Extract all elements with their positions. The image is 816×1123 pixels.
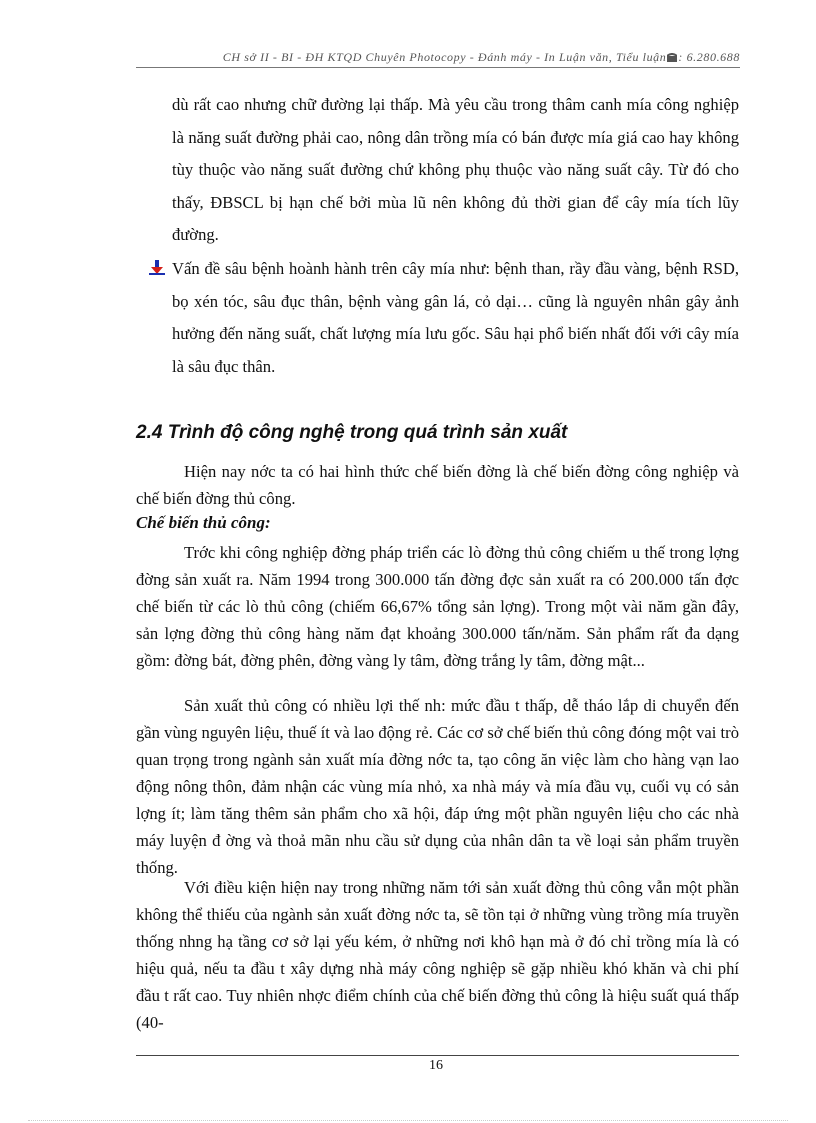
page-header (136, 50, 740, 68)
header-phone: : 6.280.688 (678, 50, 740, 64)
arrow-bullet-icon (149, 260, 165, 276)
section-heading: 2.4 Trình độ công nghệ trong quá trình sản xuất (136, 422, 568, 443)
paragraph-intro: dù rất cao nhưng chữ đường lại thấp. Mà yêu cầu trong thâm canh mía công nghiệp là năng suất đường phải cao, nông dân trồng mía có bán được mía giá cao hay không tùy thuộc vào năng suất đường chứ không phụ thuộc vào năng suất cây. Từ đó cho thấy, ĐBSCL bị hạn chế bởi mùa lũ nên không đủ thời gian để cây mía tích lũy đường. (172, 95, 739, 244)
header-text: CH sở II - BI - ĐH KTQD Chuyên Photocopy - Đánh máy - In Luận văn, Tiểu luận (222, 50, 667, 64)
page-bottom-border (28, 1120, 788, 1121)
paragraph-outlook: Với điều kiện hiện nay trong những năm tới sản xuất đờng thủ công vẫn một phần không thể thiếu của ngành sản xuất đờng nớc ta, sẽ tồn tại ở những vùng trồng mía truyền thống nhng hạ tầng cơ sở lại yếu kém, ở những nơi khô hạn mà ở đó chỉ trồng mía là có hiệu quả, nếu ta đầu t xây dựng nhà máy công nghiệp sẽ gặp nhiều khó khăn và chi phí đầu t rất cao. Tuy nhiên nhợc điểm chính của chế biến đờng thủ công là hiệu suất quá thấp (40- (136, 878, 739, 1032)
page-number: 16 (429, 1058, 443, 1073)
paragraph-advantages: Sản xuất thủ công có nhiều lợi thế nh: mức đầu t thấp, dễ tháo lắp di chuyển đến gần vùng nguyên liệu, thuế ít và lao động rẻ. Các cơ sở chế biến thủ công đóng một vai trò quan trọng trong ngành sản xuất mía đờng nớc ta, tạo công ăn việc làm cho hàng vạn lao động nông thôn, đảm nhận các vùng mía nhỏ, xa nhà máy và mía đầu vụ, cuối vụ có sản lợng ít; làm tăng thêm sản phẩm cho xã hội, đáp ứng một phần nguyên liệu cho các nhà máy luyện đ ờng và thoả mãn nhu cầu sử dụng của nhân dân ta về loại sản phẩm truyền thống. (136, 696, 739, 877)
paragraph-history: Trớc khi công nghiệp đờng pháp triển các lò đờng thủ công chiếm u thế trong lợng đờng sản xuất ra. Năm 1994 trong 300.000 tấn đờng đợc sản xuất ra có 200.000 tấn đợc chế biến từ các lò thủ công (chiếm 66,67% tổng sản lợng). Trong một vài năm gần đây, sản lợng đờng thủ công hàng năm đạt khoảng 300.000 tấn/năm. Sản phẩm rất đa dạng gồm: đờng bát, đờng phên, đờng vàng ly tâm, đờng trắng ly tâm, đờng mật... (136, 543, 739, 670)
telephone-icon (667, 53, 677, 62)
subheading-manual-processing: Chế biến thủ công: (136, 513, 271, 532)
paragraph-processing-forms: Hiện nay nớc ta có hai hình thức chế biến đờng là chế biến đờng công nghiệp và chế biến đờng thủ công. (136, 462, 739, 508)
bullet-paragraph-pests: Vấn đề sâu bệnh hoành hành trên cây mía như: bệnh than, rầy đầu vàng, bệnh RSD, bọ xén tóc, sâu đục thân, bệnh vàng gân lá, cỏ dại… cũng là nguyên nhân gây ảnh hưởng đến năng suất, chất lượng mía lưu gốc. Sâu hại phổ biến nhất đối với cây mía là sâu đục thân. (172, 259, 739, 376)
footer-divider (136, 1055, 739, 1056)
